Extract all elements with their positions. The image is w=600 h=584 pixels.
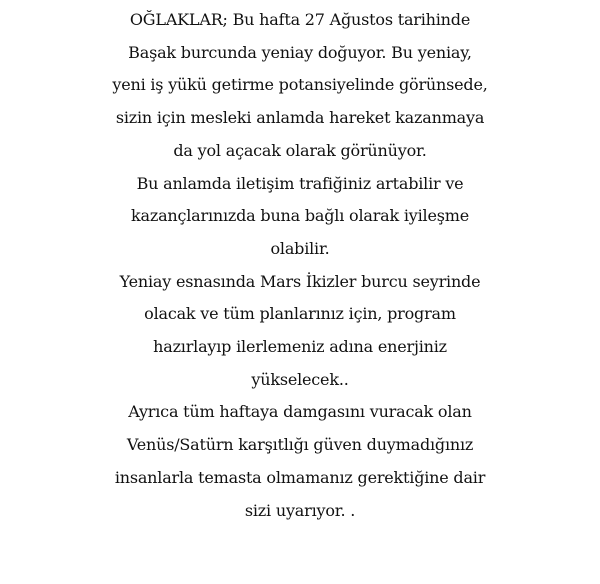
text-line: kazançlarınızda buna bağlı olarak iyileşme — [131, 206, 469, 226]
text-line: Ayrıca tüm haftaya damgasını vuracak olan — [128, 402, 472, 422]
text-line: olacak ve tüm planlarınız için, program — [144, 304, 456, 324]
horoscope-text — [0, 4, 600, 527]
text-line: Yeniay esnasında Mars İkizler burcu seyrinde — [119, 271, 481, 291]
text-line: hazırlayıp ilerlemeniz adına enerjiniz — [153, 337, 447, 357]
text-line: yeni iş yükü getirme potansiyelinde görünsede, — [112, 75, 488, 95]
text-line: Başak burcunda yeniay doğuyor. Bu yeniay, — [128, 42, 472, 62]
text-line: sizi uyarıyor. . — [244, 500, 356, 520]
text-line: olabilir. — [270, 238, 330, 258]
text-line: OĞLAKLAR; Bu hafta 27 Ağustos tarihinde — [129, 10, 471, 29]
text-line: Venüs/Satürn karşıtlığı güven duymadığınız — [126, 435, 474, 455]
text-line: insanlarla temasta olmamanız gerektiğine dair — [114, 467, 486, 487]
text-line: Bu anlamda iletişim trafiğiniz artabilir ve — [136, 173, 464, 193]
text-line: sizin için mesleki anlamda hareket kazanmaya — [115, 108, 485, 128]
text-line: da yol açacak olarak görünüyor. — [173, 140, 427, 160]
text-line: yükselecek.. — [251, 369, 349, 389]
